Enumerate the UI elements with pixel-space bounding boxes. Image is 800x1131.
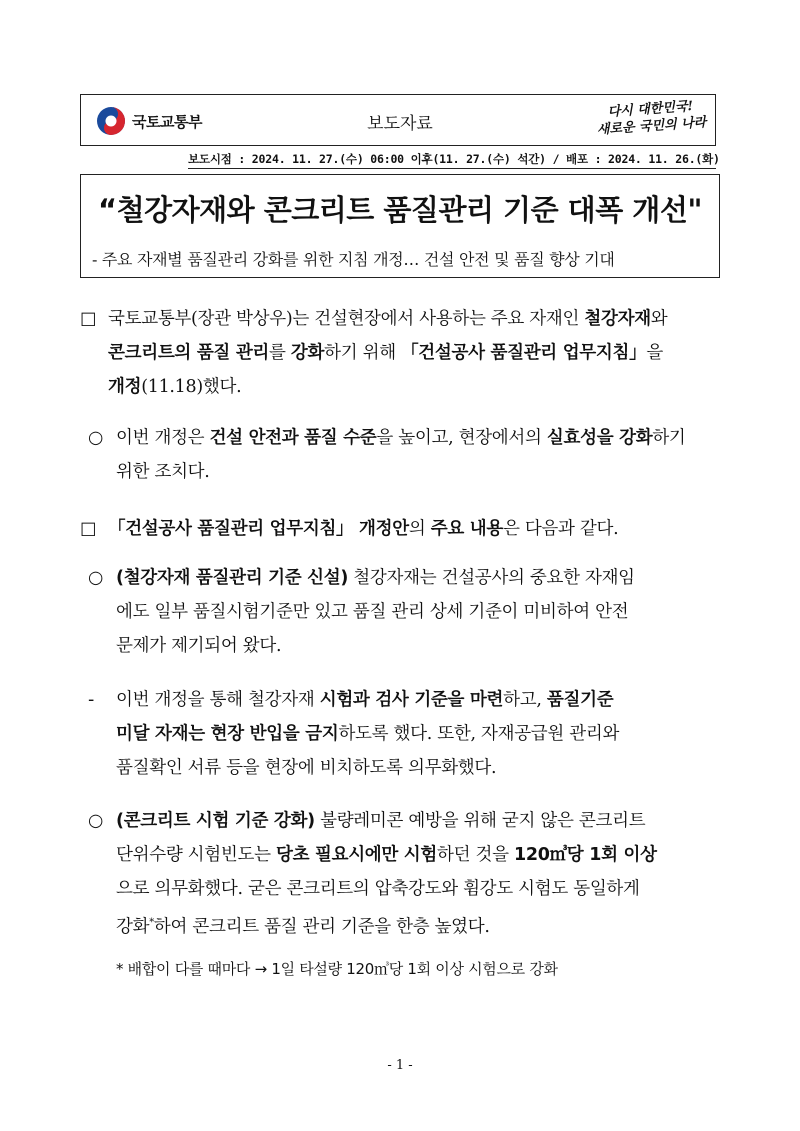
bold-text: 미달 자재는 현장 반입을 금지 [116,724,339,744]
page-number: - 1 - [387,1058,413,1073]
text-run: 은 다음과 같다. [502,519,619,539]
text-run: 품질확인 서류 등을 현장에 비치하도록 의무화했다. [116,758,497,778]
headline-subtitle: - 주요 자재별 품질관리 강화를 위한 지침 개정… 건설 안전 및 품질 향상 기대 [92,250,615,269]
text-run: 의 [408,519,431,539]
text-run: 하기 [652,428,686,448]
text-run: 국토교통부(장관 박상우)는 건설현장에서 사용하는 주요 자재인 [108,309,585,329]
bold-text: 콘크리트의 품질 관리 [108,343,270,363]
doc-type-label: 보도자료 [367,114,433,134]
bold-text: 품질기준 [546,690,614,710]
bold-text: 실효성을 강화 [546,428,653,448]
text-run: 단위수량 시험빈도는 [116,845,276,865]
headline-title: “철강자재와 콘크리트 품질관리 기준 대폭 개선" [98,193,702,227]
circle-paragraph-3 [88,804,728,944]
dash-bullet: - [88,690,95,710]
ministry-name: 국토교통부 [132,112,202,131]
bold-text: 「건설공사 품질관리 업무지침」 [401,343,647,363]
square-bullet: □ [80,519,97,539]
section-paragraph-2 [80,512,728,546]
bold-text: 개정 [108,377,142,397]
footnote-marker: * [149,917,154,928]
text-run: 이번 개정은 [116,428,210,448]
text-run: 하던 것을 [437,845,514,865]
text-run: 에도 일부 품질시험기준만 있고 품질 관리 상세 기준이 미비하여 안전 [116,602,629,622]
bold-text: 시험과 검사 기준을 마련 [319,690,504,710]
release-info-line: 보도시점 : 2024. 11. 27.(수) 06:00 이후(11. 27.(수) 석간) / 배포 : 2024. 11. 26.(화) [188,151,716,169]
bold-text: 120㎥당 1회 이상 [513,845,657,865]
bold-text: 주요 내용 [430,519,503,539]
slogan-line-1: 다시 대한민국! [607,99,694,120]
bold-text: (철강자재 품질관리 기준 신설) [116,568,349,588]
text-run: 을 높이고, 현장에서의 [376,428,547,448]
section-paragraph-1 [80,302,728,404]
dash-paragraph-1 [88,683,728,785]
circle-paragraph-1 [88,421,728,489]
bold-text: 당초 필요시에만 시험 [275,845,438,865]
bold-text: (콘크리트 시험 기준 강화) [116,811,315,831]
bold-text: 「건설공사 품질관리 업무지침」 개정안 [108,519,409,539]
circle-bullet: ○ [88,811,103,831]
bold-text: 강화 [290,343,325,363]
footnote: * 배합이 다를 때마다 → 1일 타설량 120㎥당 1회 이상 시험으로 강화 [116,960,558,978]
text-run: 하도록 했다. 또한, 자재공급원 관리와 [338,724,620,744]
text-run: 철강자재는 건설공사의 중요한 자재임 [348,568,635,588]
text-run: 를 [269,343,291,363]
text-run: 문제가 제기되어 왔다. [116,636,282,656]
circle-paragraph-2 [88,561,728,663]
bold-text: 철강자재 [584,309,651,329]
square-bullet: □ [80,309,97,329]
bold-text: 건설 안전과 품질 수준 [209,428,377,448]
text-run: 을 [646,343,663,363]
text-run: 하기 위해 [324,343,402,363]
slogan-line-2: 새로운 국민의 나라 [596,115,707,138]
text-run: 하고, [503,690,547,710]
circle-bullet: ○ [88,568,103,588]
text-run: 위한 조치다. [116,462,210,482]
circle-bullet: ○ [88,428,103,448]
text-run: 하여 콘크리트 품질 관리 기준을 한층 높였다. [153,916,490,937]
text-run: 와 [650,309,668,329]
text-run: 이번 개정을 통해 철강자재 [116,690,320,710]
taegeuk-emblem-icon [96,106,126,136]
text-run: 강화 [116,916,150,937]
text-run: (11.18)했다. [141,377,242,397]
ministry-logo [96,104,202,138]
text-run: 불량레미콘 예방을 위해 굳지 않은 콘크리트 [314,811,646,831]
text-run: 으로 의무화했다. 굳은 콘크리트의 압축강도와 휨강도 시험도 동일하게 [116,879,640,899]
